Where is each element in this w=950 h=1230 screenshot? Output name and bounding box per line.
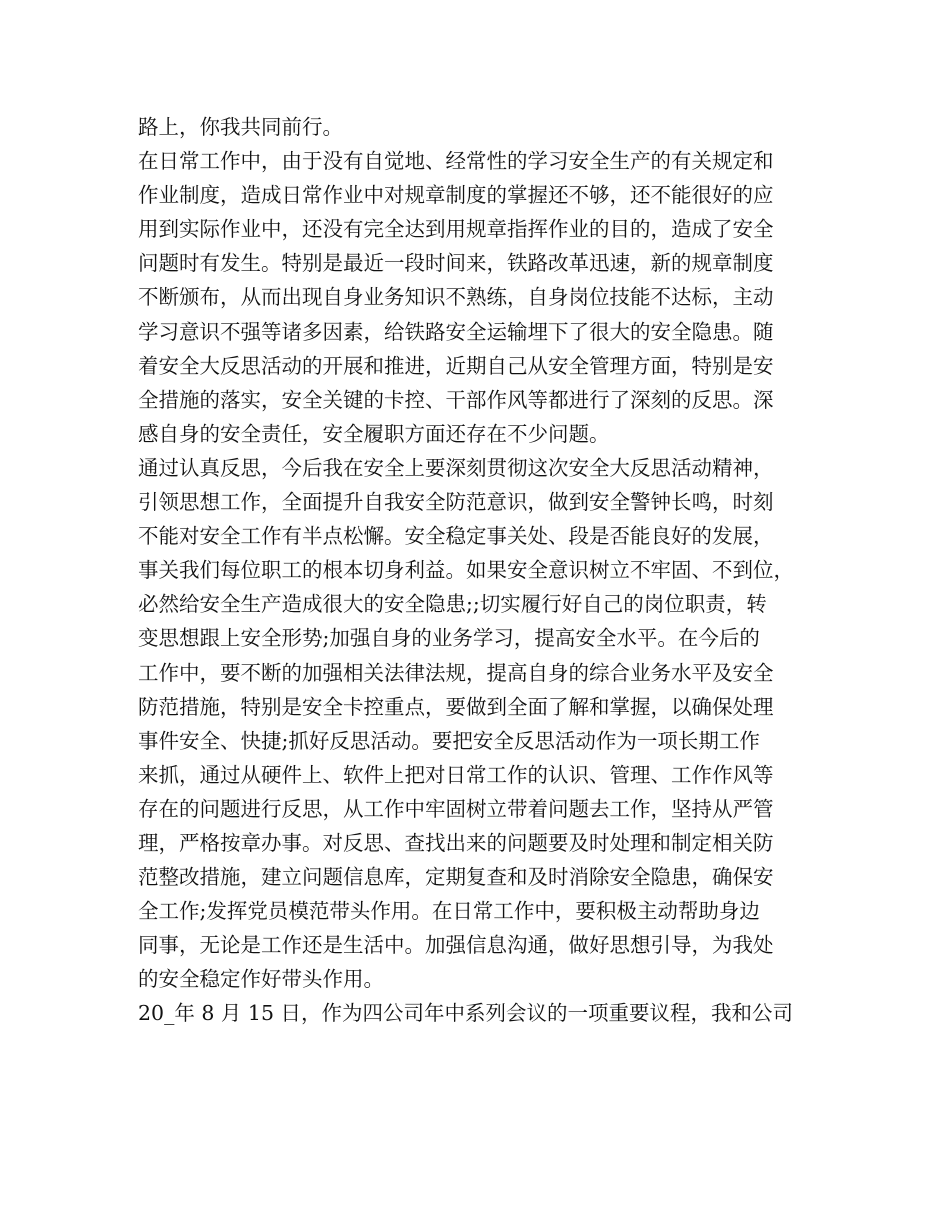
text-line: 不断颁布，从而出现自身业务知识不熟练，自身岗位技能不达标，主动: [138, 285, 774, 310]
text-line: 在日常工作中，由于没有自觉地、经常性的学习安全生产的有关规定和: [138, 149, 774, 174]
text-line: 通过认真反思，今后我在安全上要深刻贯彻这次安全大反思活动精神，: [138, 455, 774, 480]
text-line: 学习意识不强等诸多因素，给铁路安全运输埋下了很大的安全隐患。随: [138, 319, 774, 344]
text-line: 事件安全、快捷;抓好反思活动。要把安全反思活动作为一项长期工作: [138, 728, 760, 753]
text-line: 引领思想工作，全面提升自我安全防范意识，做到安全警钟长鸣，时刻: [138, 490, 774, 515]
text-line: 变思想跟上安全形势;加强自身的业务学习，提高安全水平。在今后的: [138, 626, 760, 651]
text-line: 存在的问题进行反思，从工作中牢固树立带着问题去工作，坚持从严管: [138, 796, 774, 821]
text-line: 20_年 8 月 15 日，作为四公司年中系列会议的一项重要议程，我和公司: [138, 1001, 794, 1026]
text-line: 防范措施，特别是安全卡控重点，要做到全面了解和掌握，以确保处理: [138, 694, 774, 719]
text-line: 范整改措施，建立问题信息库，定期复查和及时消除安全隐患，确保安: [138, 865, 774, 890]
text-line: 必然给安全生产造成很大的安全隐患;;切实履行好自己的岗位职责，转: [138, 592, 767, 617]
text-line: 全工作;发挥党员模范带头作用。在日常工作中，要积极主动帮助身边: [138, 899, 760, 924]
text-line: 作业制度，造成日常作业中对规章制度的掌握还不够，还不能很好的应: [138, 183, 774, 208]
text-line: 的安全稳定作好带头作用。: [138, 967, 384, 992]
text-line: 来抓，通过从硬件上、软件上把对日常工作的认识、管理、工作作风等: [138, 762, 774, 787]
text-line: 着安全大反思活动的开展和推进，近期自己从安全管理方面，特别是安: [138, 353, 774, 378]
text-line: 问题时有发生。特别是最近一段时间来，铁路改革迅速，新的规章制度: [138, 251, 774, 276]
text-line: 事关我们每位职工的根本切身利益。如果安全意识树立不牢固、不到位，: [138, 558, 794, 583]
document-body: [138, 110, 818, 1031]
text-line: 用到实际作业中，还没有完全达到用规章指挥作业的目的，造成了安全: [138, 217, 774, 242]
text-line: 感自身的安全责任，安全履职方面还存在不少问题。: [138, 421, 610, 446]
text-line: 全措施的落实，安全关键的卡控、干部作风等都进行了深刻的反思。深: [138, 387, 774, 412]
text-line: 理，严格按章办事。对反思、查找出来的问题要及时处理和制定相关防: [138, 830, 774, 855]
text-line: 同事，无论是工作还是生活中。加强信息沟通，做好思想引导，为我处: [138, 933, 774, 958]
text-line: 路上，你我共同前行。: [138, 115, 343, 139]
text-line: 工作中，要不断的加强相关法律法规，提高自身的综合业务水平及安全: [138, 660, 774, 685]
text-line: 不能对安全工作有半点松懈。安全稳定事关处、段是否能良好的发展，: [138, 524, 774, 549]
